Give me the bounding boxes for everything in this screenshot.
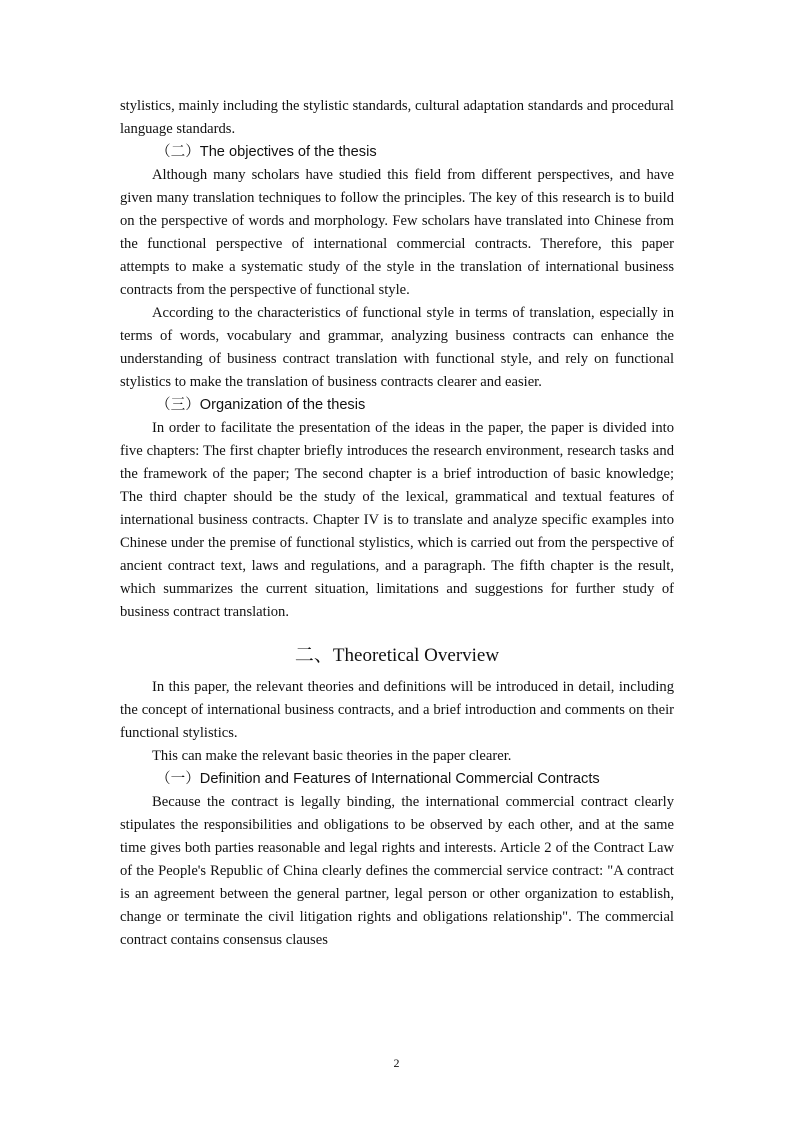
definition-paragraph-1: Because the contract is legally binding, the international commercial contract clearly stipulates the responsibilities and obligations to be observed by each other, and at the same time gives both parties reasonable and legal rights and interests. Article 2 of the Contract Law of the People's Republic of China clearly defines the commercial service contract: "A contract is an agreement between the general partner, legal person or other organization to establish, change or terminate the civil litigation rights and obligations relationship". The commercial contract contains consensus clauses xyxy=(120,794,674,948)
overview-paragraph-1: In this paper, the relevant theories and definitions will be introduced in detail, including the concept of international business contracts, and a brief introduction and comments on their functional stylistics. xyxy=(120,679,674,741)
objectives-paragraph-2: According to the characteristics of functional style in terms of translation, especially in terms of words, vocabulary and grammar, analyzing business contracts can enhance the understanding of business contract translation with functional style, and rely on functional stylistics to make the translation of business contracts clearer and easier. xyxy=(120,305,674,390)
intro-tail-paragraph: stylistics, mainly including the stylistic standards, cultural adaptation standards and procedural language standards. xyxy=(120,98,674,137)
chapter-title-theoretical-overview: 二、Theoretical Overview xyxy=(294,645,500,666)
section-heading-objectives: （二）The objectives of the thesis xyxy=(156,144,377,160)
page-number: 2 xyxy=(393,1056,400,1070)
overview-paragraph-2: This can make the relevant basic theories in the paper clearer. xyxy=(152,748,512,764)
objectives-paragraph-1: Although many scholars have studied this field from different perspectives, and have given many translation techniques to follow the principles. The key of this research is to build on the perspective of words and morphology. Few scholars have translated into Chinese from the functional perspective of international commercial contracts. Therefore, this paper attempts to make a systematic study of the style in the translation of international business contracts from the perspective of functional style. xyxy=(120,167,674,298)
page-body xyxy=(120,95,674,952)
section-heading-definition: （一）Definition and Features of International Commercial Contracts xyxy=(156,771,600,787)
section-heading-organization: （三）Organization of the thesis xyxy=(156,397,366,413)
organization-paragraph-1: In order to facilitate the presentation of the ideas in the paper, the paper is divided into five chapters: The first chapter briefly introduces the research environment, research tasks and the framework of the paper; The second chapter is a brief introduction of basic knowledge; The third chapter should be the study of the lexical, grammatical and textual features of international business contracts. Chapter IV is to translate and analyze specific examples into Chinese under the premise of functional stylistics, which is carried out from the perspective of ancient contract text, laws and regulations, and a paragraph. The fifth chapter is the result, which summarizes the current situation, limitations and suggestions for further study of business contract translation. xyxy=(120,420,674,620)
